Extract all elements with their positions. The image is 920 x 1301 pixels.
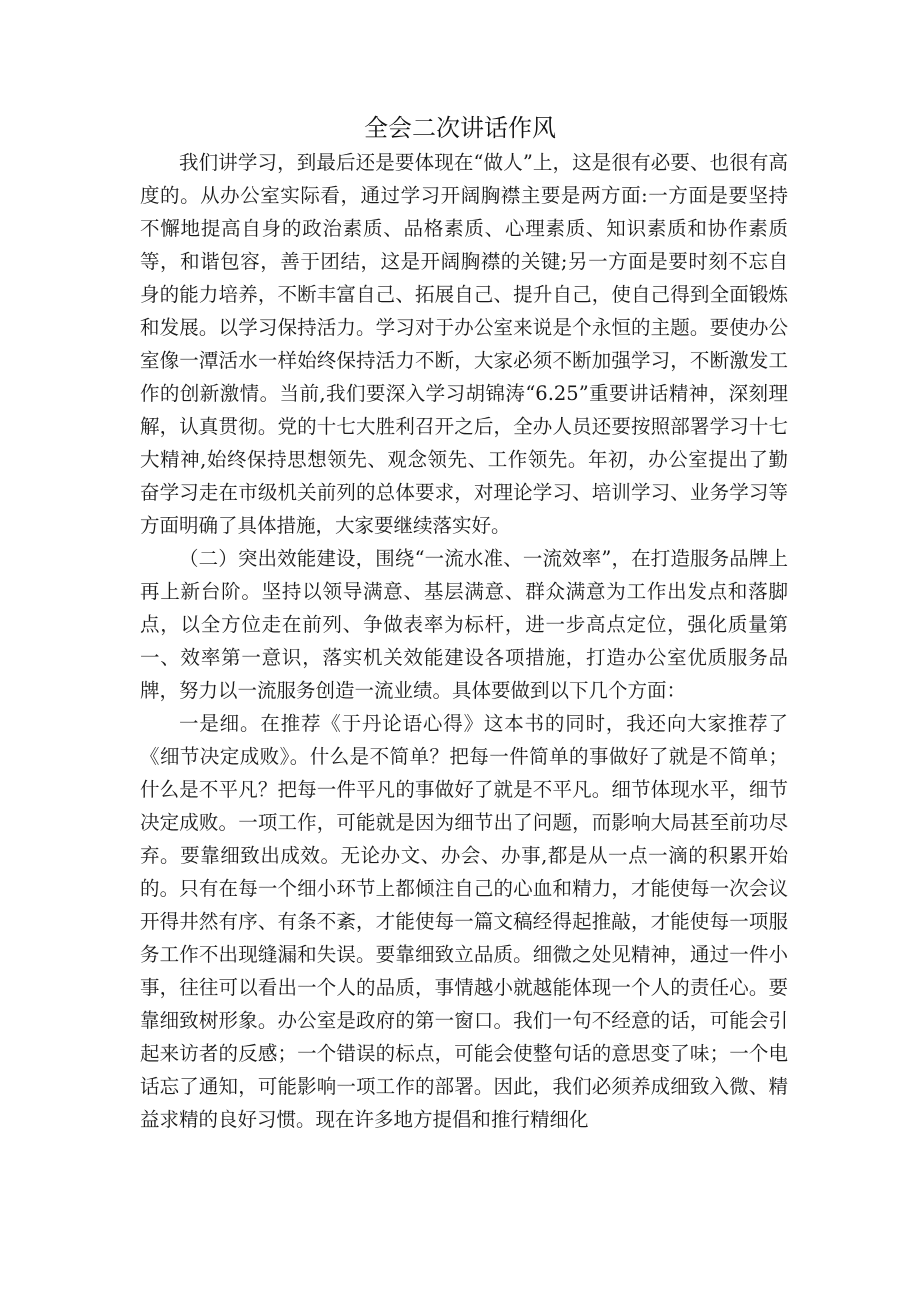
document-body <box>140 146 788 1136</box>
document-title: 全会二次讲话作风 <box>364 114 556 142</box>
paragraph-efficiency: （二）突出效能建设，围绕“一流水准、一流效率”，在打造服务品牌上再上新台阶。坚持以领导满意、基层满意、群众满意为工作出发点和落脚点，以全方位走在前列、争做表率为标杆，进一步高点定位，强化质量第一、效率第一意识，落实机关效能建设各项措施，打造办公室优质服务品牌，努力以一流服务创造一流业绩。具体要做到以下几个方面： <box>140 547 788 702</box>
paragraph-study: 我们讲学习，到最后还是要体现在“做人”上，这是很有必要、也很有高度的。从办公室实际看，通过学习开阔胸襟主要是两方面:一方面是要坚持不懈地提高自身的政治素质、品格素质、心理素质、知识素质和协作素质等，和谐包容，善于团结，这是开阔胸襟的关键;另一方面是要时刻不忘自身的能力培养，不断丰富自己、拓展自己、提升自己，使自己得到全面锻炼和发展。以学习保持活力。学习对于办公室来说是个永恒的主题。要使办公室像一潭活水一样始终保持活力不断，大家必须不断加强学习，不断激发工作的创新激情。当前,我们要深入学习胡锦涛“6.25”重要讲话精神，深刻理解，认真贯彻。党的十七大胜利召开之后，全办人员还要按照部署学习十七大精神,始终保持思想领先、观念领先、工作领先。年初，办公室提出了勤奋学习走在市级机关前列的总体要求，对理论学习、培训学习、业务学习等方面明确了具体措施，大家要继续落实好。 <box>140 151 788 537</box>
paragraph-detail: 一是细。在推荐《于丹论语心得》这本书的同时，我还向大家推荐了《细节决定成败》。什么是不简单？把每一件简单的事做好了就是不简单；什么是不平凡？把每一件平凡的事做好了就是不平凡。细节体现水平，细节决定成败。一项工作，可能就是因为细节出了问题，而影响大局甚至前功尽弃。要靠细致出成效。无论办文、办会、办事,都是从一点一滴的积累开始的。只有在每一个细小环节上都倾注自己的心血和精力，才能使每一次会议开得井然有序、有条不紊，才能使每一篇文稿经得起推敲，才能使每一项服务工作不出现缝漏和失误。要靠细致立品质。细微之处见精神，通过一件小事，往往可以看出一个人的品质，事情越小就越能体现一个人的责任心。要靠细致树形象。办公室是政府的第一窗口。我们一句不经意的话，可能会引起来访者的反感；一个错误的标点，可能会使整句话的意思变了味；一个电话忘了通知，可能影响一项工作的部署。因此，我们必须养成细致入微、精益求精的良好习惯。现在许多地方提倡和推行精细化 <box>140 712 788 1131</box>
